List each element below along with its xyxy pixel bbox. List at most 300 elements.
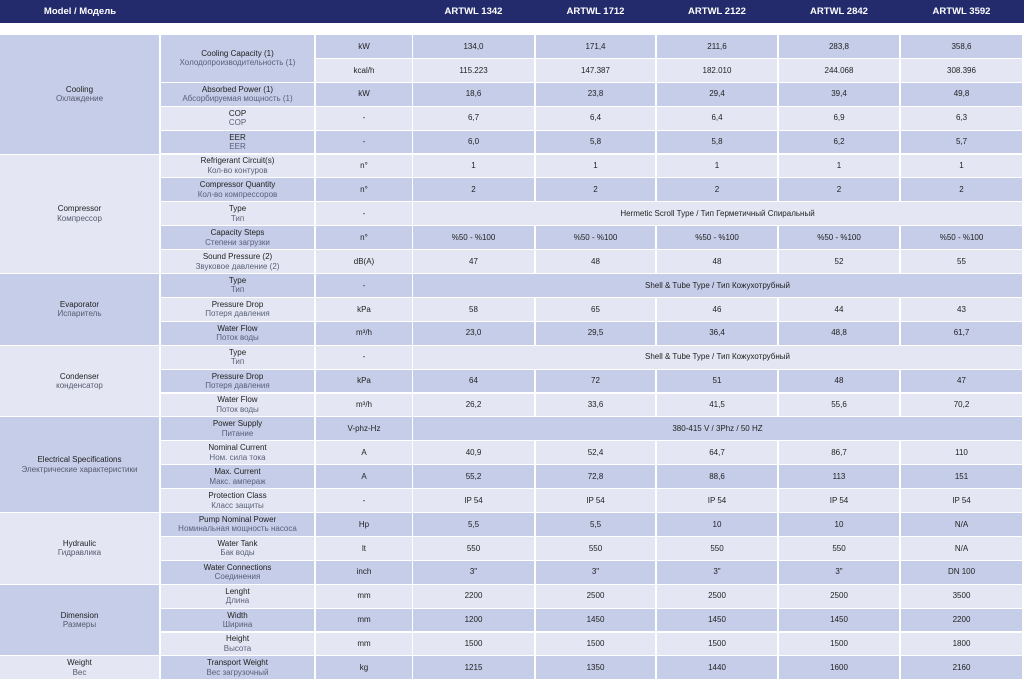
param-label-ru: Номинальная мощность насоса: [178, 524, 297, 534]
value-text: 46: [712, 304, 722, 314]
unit-cell: [316, 417, 412, 440]
value-text: 6,4: [589, 113, 602, 123]
value-cell-model-2: [536, 489, 655, 512]
param-cell: [161, 370, 314, 393]
value-text: 1: [714, 161, 720, 171]
value-text: 58: [469, 304, 478, 314]
unit-text: Hp: [358, 519, 370, 529]
value-cell-model-1: [413, 513, 534, 536]
value-text: IP 54: [707, 495, 727, 505]
param-label-ru: Кол-во компрессоров: [197, 189, 278, 199]
value-cell-model-2: [536, 585, 655, 608]
unit-cell: [316, 609, 412, 632]
value-text: 48: [591, 256, 600, 266]
unit-cell: [316, 489, 412, 512]
value-text: 29,4: [709, 89, 725, 99]
value-text: 1350: [586, 663, 605, 673]
value-text: 47: [469, 256, 478, 266]
value-cell-model-4: [779, 155, 899, 178]
group-cell-6: [0, 585, 159, 656]
value-cell-model-4: [779, 107, 899, 130]
value-cell-model-3: [657, 107, 777, 130]
value-cell-model-2: [536, 513, 655, 536]
value-text: %50 - %100: [451, 232, 496, 242]
param-label-en: Water Tank: [217, 538, 258, 548]
header-model-label: Model / Модель: [43, 6, 117, 17]
value-text: N/A: [954, 543, 969, 553]
value-cell-model-3: [657, 609, 777, 632]
value-text: 3": [469, 567, 478, 577]
unit-text: kcal/h: [353, 65, 375, 75]
value-cell-model-1: [413, 561, 534, 584]
value-cell-model-4: [779, 394, 899, 417]
value-text: IP 54: [586, 495, 605, 505]
param-cell: [161, 250, 314, 273]
group-label-ru: Компрессор: [57, 213, 102, 223]
unit-cell: [316, 298, 412, 321]
unit-cell: [316, 513, 412, 536]
value-cell-model-5: [901, 489, 1022, 512]
value-text: %50 - %100: [939, 232, 984, 242]
group-label-ru: Гидравлика: [57, 548, 102, 558]
group-label-ru: Электрические характеристики: [21, 464, 138, 474]
value-cell-model-3: [657, 155, 777, 178]
value-text: 1200: [464, 615, 483, 625]
value-text: 52,4: [587, 447, 604, 457]
param-label-en: Water Flow: [217, 323, 258, 333]
unit-text: V-phz-Hz: [347, 424, 381, 434]
value-text: 134,0: [463, 41, 484, 51]
param-label-ru: Кол-во контуров: [207, 165, 268, 175]
value-text: 70,2: [953, 400, 970, 410]
value-text: 72,8: [587, 471, 604, 481]
value-text: 1450: [586, 615, 605, 625]
value-cell-model-5: [901, 131, 1022, 154]
value-text: 550: [466, 543, 481, 553]
value-text: 40,9: [465, 447, 482, 457]
value-text: 52: [834, 256, 844, 266]
value-text: 1800: [952, 639, 971, 649]
param-label-en: COP: [228, 108, 247, 118]
value-text: 308.396: [947, 65, 976, 75]
value-text: %50 - %100: [817, 232, 861, 242]
value-text: 2: [959, 185, 964, 195]
value-text: 2500: [830, 591, 848, 601]
value-cell-model-5: [901, 585, 1022, 608]
value-text: 5,5: [589, 519, 602, 529]
value-text: 64: [469, 376, 478, 386]
value-text: 2: [714, 185, 720, 195]
value-cell-model-3: [657, 441, 777, 464]
param-cell: [161, 609, 314, 632]
param-label-en: Max. Current: [214, 467, 261, 477]
value-cell-model-3: [657, 394, 777, 417]
unit-cell: [316, 370, 412, 393]
param-label-en: Refrigerant Circuit(s): [200, 156, 275, 166]
param-cell: [161, 274, 314, 297]
param-label-ru: Степени загрузки: [205, 237, 270, 247]
value-text: 2200: [464, 591, 483, 601]
unit-cell: [316, 465, 412, 488]
value-text: 6,4: [711, 113, 723, 123]
value-cell-model-5: [901, 322, 1022, 345]
param-cell: [161, 561, 314, 584]
value-text: 51: [712, 376, 722, 386]
value-cell-model-1: [413, 107, 534, 130]
param-cell: [161, 441, 314, 464]
value-text: 72: [591, 376, 600, 386]
value-text: 23,8: [587, 89, 604, 99]
value-cell-model-2: [536, 226, 655, 249]
unit-text: n°: [360, 161, 368, 171]
value-text: 1: [836, 161, 842, 171]
value-text: 36,4: [709, 328, 725, 338]
param-label-en: Water Flow: [217, 395, 258, 405]
unit-text: mm: [357, 591, 371, 601]
value-text: 283,8: [828, 41, 850, 51]
value-cell-model-1: [413, 226, 534, 249]
unit-cell: [316, 537, 412, 560]
value-cell-model-1: [413, 489, 534, 512]
group-cell-7: [0, 656, 159, 679]
value-cell-model-1: [413, 131, 534, 154]
value-text: 171,4: [585, 41, 606, 51]
value-text: 39,4: [831, 89, 847, 99]
value-text: 5,8: [711, 137, 723, 147]
value-text: IP 54: [464, 495, 483, 505]
value-cell-model-3: [657, 250, 777, 273]
unit-cell: [316, 131, 412, 154]
param-label-ru: Длина: [225, 596, 250, 606]
value-text: N/A: [954, 519, 969, 529]
value-cell-model-4: [779, 250, 899, 273]
param-label-ru: Тип: [230, 285, 245, 295]
value-text: 48: [712, 256, 722, 266]
group-label-ru: Размеры: [62, 620, 97, 630]
group-label-ru: Охлаждение: [55, 94, 104, 104]
value-text: 5,8: [589, 137, 602, 147]
header-model-4: ARTWL 2842: [810, 6, 868, 17]
value-text: 33,6: [587, 400, 604, 410]
param-label-ru: Потеря давления: [205, 309, 270, 319]
value-cell-model-4: [779, 465, 899, 488]
value-cell-model-2: [536, 107, 655, 130]
param-label-en: Pump Nominal Power: [198, 514, 277, 524]
value-cell-model-2: [536, 83, 655, 106]
value-cell-model-3: [657, 226, 777, 249]
value-text: 10: [712, 519, 722, 529]
param-label-ru: Соединения: [214, 572, 261, 582]
value-text: 358,6: [951, 41, 972, 51]
value-text: 3500: [952, 591, 971, 601]
unit-text: kW: [358, 89, 370, 99]
value-cell-model-2: [536, 370, 655, 393]
value-cell-model-2: [536, 131, 655, 154]
value-cell-model-1: [413, 178, 534, 201]
unit-text: lt: [362, 543, 366, 553]
value-text: 41,5: [709, 400, 725, 410]
value-cell-model-4: [779, 83, 899, 106]
value-cell-model-1: [413, 298, 534, 321]
group-label-ru: Вес: [72, 667, 87, 677]
value-cell-model-3: [657, 513, 777, 536]
param-cell: [161, 346, 314, 369]
value-text: 55: [957, 256, 966, 266]
value-cell-model-2: [536, 178, 655, 201]
unit-cell: [316, 585, 412, 608]
value-text: 2500: [586, 591, 605, 601]
unit-text: -: [362, 137, 366, 147]
value-cell-model-1: [413, 465, 534, 488]
value-cell-model-3: [657, 633, 777, 656]
group-cell-2: [0, 274, 159, 345]
param-cell: [161, 417, 314, 440]
param-label-ru: Тип: [230, 357, 245, 367]
value-cell-model-4: [779, 226, 899, 249]
param-cell: [161, 83, 314, 106]
value-text: 115.223: [459, 65, 488, 75]
value-cell-model-5: [901, 298, 1022, 321]
value-text: 10: [834, 519, 844, 529]
value-cell-model-4: [779, 537, 899, 560]
value-text: 550: [588, 543, 603, 553]
value-cell-model-1: [413, 537, 534, 560]
value-text: 1: [471, 161, 476, 171]
unit-text: n°: [360, 185, 368, 195]
value-text: 1500: [708, 639, 726, 649]
value-text: 6,2: [833, 137, 845, 147]
value-cell-model-3: [657, 178, 777, 201]
value-cell-model-4: [779, 370, 899, 393]
value-text: %50 - %100: [695, 232, 739, 242]
param-label-ru: EER: [229, 142, 246, 152]
merged-value-cell: [413, 346, 1022, 369]
unit-text: -: [362, 113, 366, 123]
value-text: 5,5: [467, 519, 480, 529]
param-label-en: Cooling Capacity (1): [201, 48, 274, 58]
value-cell-model-4: [779, 489, 899, 512]
value-text: 29,5: [587, 328, 604, 338]
value-cell-model-5: [901, 537, 1022, 560]
param-cell: [161, 489, 314, 512]
value-cell-model-2: [536, 250, 655, 273]
value-text: 550: [710, 543, 724, 553]
value-cell-model-4: [779, 609, 899, 632]
group-cell-0: [0, 35, 159, 154]
group-label-en: Dimension: [60, 610, 99, 620]
value-cell-model-5: [901, 513, 1022, 536]
value-cell-model-3: [657, 656, 777, 679]
value-text: 2500: [708, 591, 726, 601]
value-text: 151: [954, 471, 969, 481]
unit-text: kPa: [357, 376, 371, 386]
param-label-ru: Бак воды: [220, 548, 255, 558]
merged-value: Shell & Tube Type / Тип Кожухотрубный: [645, 280, 790, 290]
value-cell-model-2: [536, 322, 655, 345]
group-label-en: Cooling: [65, 84, 94, 94]
unit-cell: [316, 59, 412, 82]
param-cell: [161, 394, 314, 417]
group-cell-1: [0, 155, 159, 274]
param-cell: [161, 35, 314, 82]
value-text: %50 - %100: [573, 232, 618, 242]
group-cell-5: [0, 513, 159, 584]
value-cell-model-3: [657, 59, 777, 82]
param-cell: [161, 513, 314, 536]
value-text: DN 100: [947, 567, 976, 577]
header-model-3: ARTWL 2122: [688, 6, 746, 17]
value-cell-model-1: [413, 83, 534, 106]
merged-value-cell: [413, 274, 1022, 297]
group-label-en: Condenser: [59, 371, 100, 381]
value-text: 3": [835, 567, 843, 577]
value-text: 6,7: [467, 113, 480, 123]
merged-value: Shell & Tube Type / Тип Кожухотрубный: [645, 352, 790, 362]
value-text: 18,6: [465, 89, 482, 99]
value-text: 147.387: [581, 65, 610, 75]
value-text: 47: [957, 376, 966, 386]
value-cell-model-5: [901, 178, 1022, 201]
merged-value-cell: [413, 202, 1022, 225]
value-text: 1500: [464, 639, 483, 649]
unit-cell: [316, 656, 412, 679]
header-model-2: ARTWL 1712: [566, 6, 625, 17]
value-text: 3": [713, 567, 721, 577]
value-cell-model-1: [413, 633, 534, 656]
param-cell: [161, 155, 314, 178]
param-cell: [161, 322, 314, 345]
unit-cell: [316, 83, 412, 106]
unit-text: kg: [359, 663, 369, 673]
value-cell-model-2: [536, 394, 655, 417]
value-cell-model-1: [413, 585, 534, 608]
param-label-en: Sound Pressure (2): [202, 252, 273, 262]
param-label-en: Water Connections: [203, 562, 272, 572]
unit-text: inch: [356, 567, 372, 577]
unit-text: mm: [357, 615, 371, 625]
value-text: 48,8: [831, 328, 847, 338]
param-label-en: Pressure Drop: [211, 371, 264, 381]
value-cell-model-4: [779, 656, 899, 679]
unit-text: -: [362, 495, 366, 505]
param-label-en: Type: [228, 204, 247, 214]
header-model-1: ARTWL 1342: [444, 6, 503, 17]
group-label-en: Weight: [67, 658, 92, 668]
param-cell: [161, 465, 314, 488]
value-text: 55,6: [831, 400, 847, 410]
value-text: 43: [957, 304, 966, 314]
unit-cell: [316, 346, 412, 369]
merged-value-cell: [413, 417, 1022, 440]
value-cell-model-4: [779, 131, 899, 154]
unit-cell: [316, 561, 412, 584]
param-label-en: Lenght: [225, 586, 250, 596]
param-label-en: Width: [227, 610, 248, 620]
value-text: 211,6: [707, 41, 727, 51]
param-label-en: Absorbed Power (1): [201, 84, 274, 94]
group-label-en: Electrical Specifications: [37, 455, 122, 465]
value-cell-model-3: [657, 322, 777, 345]
value-cell-model-5: [901, 656, 1022, 679]
value-cell-model-2: [536, 537, 655, 560]
param-label-en: Type: [228, 275, 247, 285]
param-label-en: Nominal Current: [208, 443, 267, 453]
value-text: 61,7: [953, 328, 970, 338]
value-cell-model-2: [536, 441, 655, 464]
unit-text: A: [361, 471, 367, 481]
value-cell-model-2: [536, 155, 655, 178]
param-label-ru: Поток воды: [216, 333, 259, 343]
param-label-ru: Звуковое давление (2): [195, 261, 280, 271]
value-text: 1: [593, 161, 598, 171]
unit-cell: [316, 322, 412, 345]
param-cell: [161, 537, 314, 560]
unit-cell: [316, 274, 412, 297]
value-text: 23,0: [465, 328, 482, 338]
unit-cell: [316, 226, 412, 249]
value-text: 244.068: [824, 65, 854, 75]
value-cell-model-5: [901, 465, 1022, 488]
value-cell-model-2: [536, 656, 655, 679]
param-label-en: Type: [228, 347, 247, 357]
param-cell: [161, 585, 314, 608]
value-text: 3": [591, 567, 600, 577]
value-text: 2: [471, 185, 476, 195]
unit-cell: [316, 35, 412, 58]
value-text: 26,2: [465, 400, 482, 410]
value-cell-model-5: [901, 35, 1022, 58]
value-text: 65: [591, 304, 600, 314]
value-cell-model-3: [657, 585, 777, 608]
value-cell-model-5: [901, 441, 1022, 464]
value-cell-model-5: [901, 107, 1022, 130]
unit-text: m³/h: [356, 328, 372, 338]
value-text: 2200: [952, 615, 971, 625]
value-text: 1500: [830, 639, 848, 649]
value-cell-model-3: [657, 35, 777, 58]
unit-cell: [316, 107, 412, 130]
value-text: 64,7: [709, 447, 725, 457]
unit-text: -: [362, 208, 366, 218]
param-cell: [161, 202, 314, 225]
value-cell-model-4: [779, 441, 899, 464]
value-text: 1500: [586, 639, 605, 649]
merged-value: 380-415 V / 3Phz / 50 HZ: [672, 424, 763, 434]
value-cell-model-2: [536, 35, 655, 58]
param-cell: [161, 131, 314, 154]
value-text: 88,6: [709, 471, 725, 481]
value-text: 110: [955, 447, 968, 457]
value-cell-model-5: [901, 155, 1022, 178]
value-text: 5,7: [955, 137, 968, 147]
unit-text: -: [362, 352, 366, 362]
unit-text: A: [361, 447, 367, 457]
param-label-ru: Ном. сила тока: [209, 452, 266, 462]
merged-value: Hermetic Scroll Type / Тип Герметичный Спиральный: [620, 208, 815, 218]
param-label-en: EER: [229, 132, 246, 142]
value-text: 86,7: [831, 447, 847, 457]
param-label-ru: Вес загрузочный: [206, 667, 269, 677]
unit-text: mm: [357, 639, 371, 649]
value-text: 55,2: [465, 471, 482, 481]
value-cell-model-5: [901, 59, 1022, 82]
value-text: 49,8: [953, 89, 970, 99]
unit-cell: [316, 633, 412, 656]
param-label-en: Protection Class: [208, 491, 267, 501]
value-cell-model-5: [901, 83, 1022, 106]
value-cell-model-2: [536, 59, 655, 82]
value-text: 6,0: [467, 137, 480, 147]
